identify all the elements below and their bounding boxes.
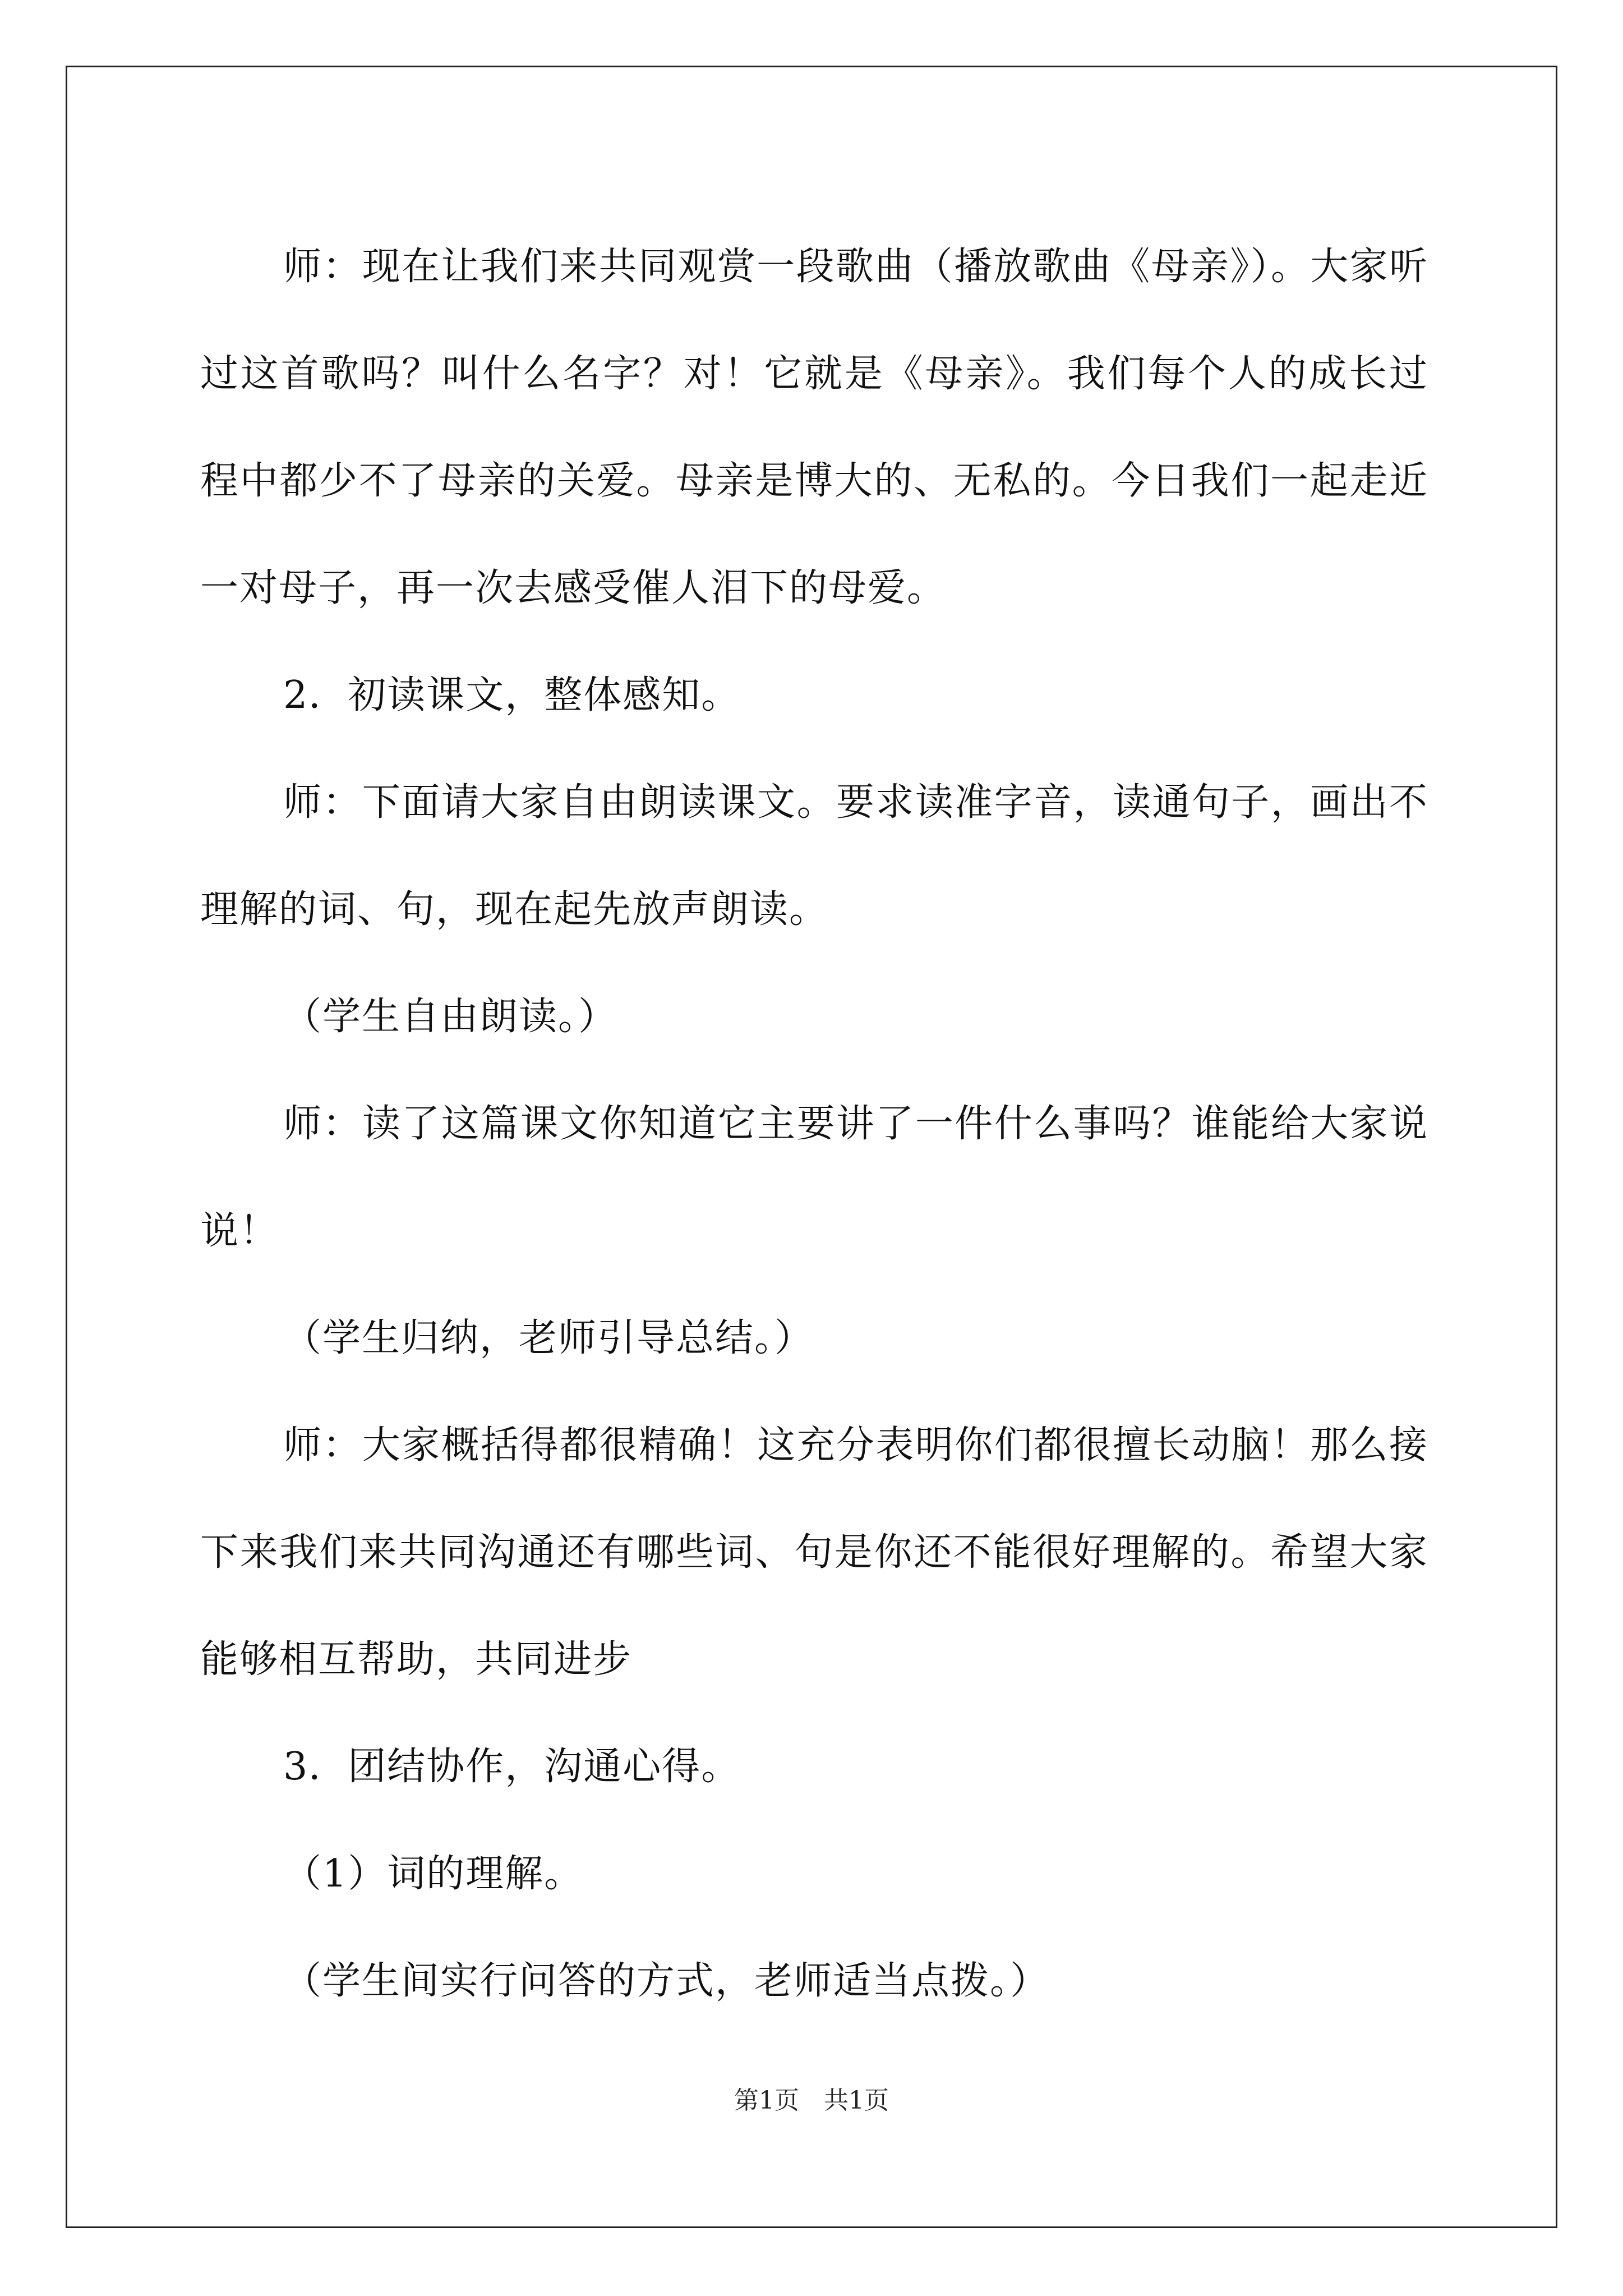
paragraph-3: 师：下面请大家自由朗读课文。要求读准字音，读通句子，画出不理解的词、句，现在起先放声朗读。 [200, 780, 1428, 932]
paragraph-4: （学生自由朗读。） [283, 995, 618, 1039]
paragraph-8: 3．团结协作，沟通心得。 [283, 1745, 741, 1789]
page-number-total: 共1页 [824, 2086, 889, 2115]
paragraph-9: （1）词的理解。 [283, 1852, 584, 1896]
paragraph-1: 师：现在让我们来共同观赏一段歌曲（播放歌曲《母亲》）。大家听过这首歌吗？叫什么名字？对！它就是《母亲》。我们每个人的成长过程中都少不了母亲的关爱。母亲是博大的、无私的。今日我们一起走近一对母子，再一次去感受催人泪下的母爱。 [200, 245, 1428, 610]
paragraph-5: 师：读了这篇课文你知道它主要讲了一件什么事吗？谁能给大家说说！ [200, 1102, 1428, 1253]
page-footer [0, 2084, 1623, 2118]
paragraph-10: （学生间实行问答的方式，老师适当点拨。） [283, 1959, 1050, 2003]
paragraph-2: 2．初读课文，整体感知。 [283, 673, 741, 717]
paragraph-7: 师：大家概括得都很精确！这充分表明你们都很擅长动脑！那么接下来我们来共同沟通还有哪些词、句是你还不能很好理解的。希望大家能够相互帮助，共同进步 [200, 1423, 1428, 1682]
paragraph-6: （学生归纳，老师引导总结。） [283, 1316, 814, 1360]
page-number-current: 第1页 [734, 2086, 799, 2115]
document-body [200, 213, 1428, 2035]
